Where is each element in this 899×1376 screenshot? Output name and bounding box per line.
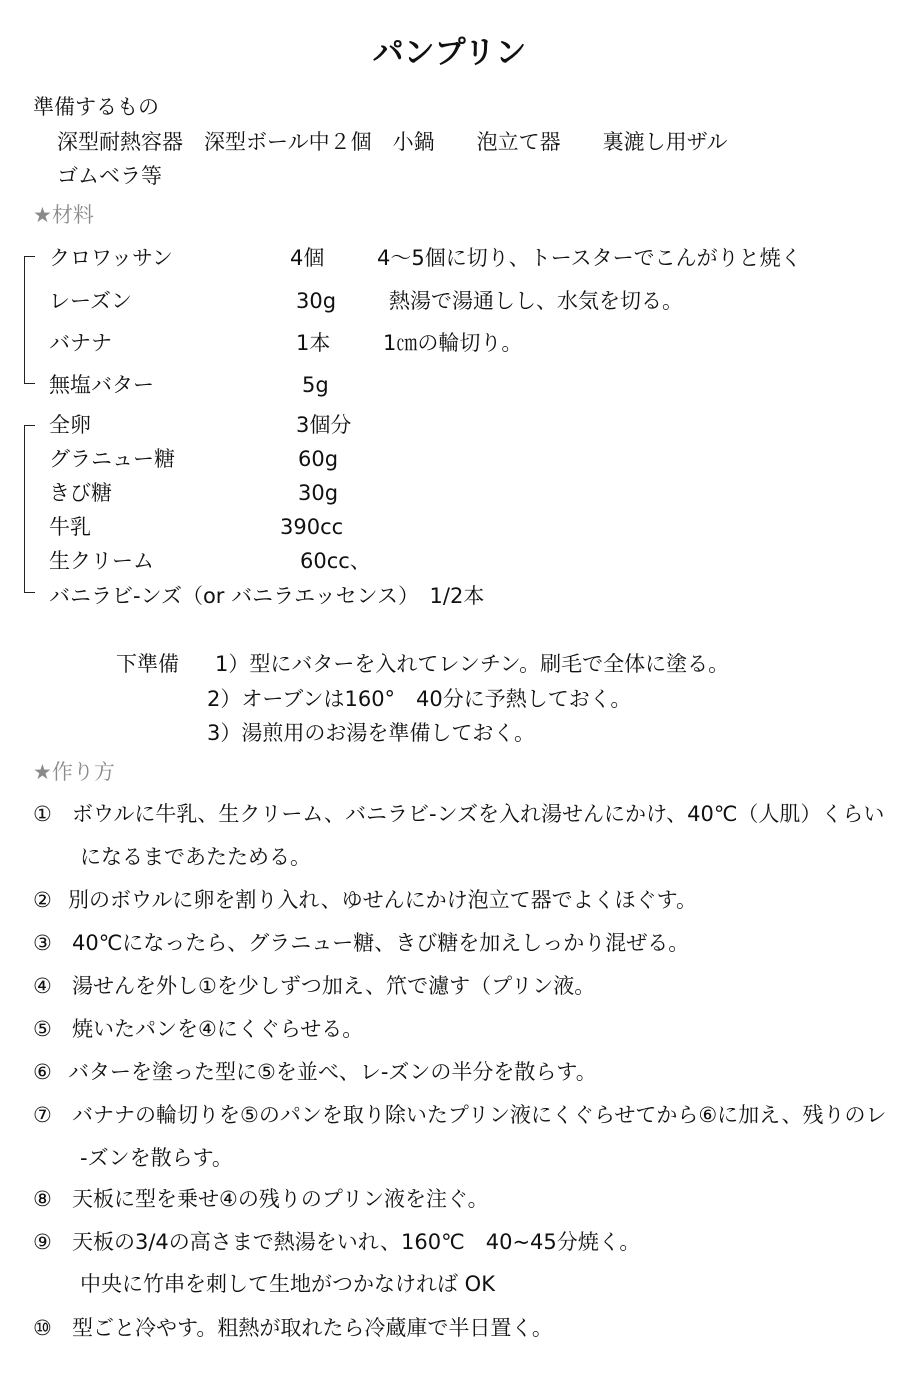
step-text: ボウルに牛乳、生クリーム、バニラビ-ンズを入れ湯せんにかけ、40℃（人肌）くらい [72, 802, 885, 826]
ingredient-vanilla: バニラビ-ンズ（or バニラエッセンス） 1/2本 [49, 584, 485, 608]
step-text: 湯せんを外し①を少しずつ加え、笊で濾す（プリン液。 [72, 974, 596, 998]
step-text: 天板の3/4の高さまで熱湯をいれ、160℃ 40~45分焼く。 [72, 1230, 641, 1254]
step-number: ③ [33, 931, 52, 955]
ingredient-qty: 60g [298, 447, 339, 471]
step-text: 型ごと冷やす。粗熱が取れたら冷蔵庫で半日置く。 [72, 1316, 553, 1340]
step-text: になるまであたためる。 [80, 845, 311, 869]
step-text: バターを塗った型に⑤を並べ、レ-ズンの半分を散らす。 [68, 1060, 597, 1084]
ingredient-name: 無塩バター [49, 373, 154, 397]
prep-step: 1）型にバターを入れてレンチン。刷毛で全体に塗る。 [215, 652, 730, 676]
prep-step: 2）オーブンは160° 40分に予熱しておく。 [207, 687, 632, 711]
step-text: 焼いたパンを④にくぐらせる。 [72, 1017, 364, 1041]
ingredient-qty: 30g [298, 481, 339, 505]
method-heading: ★作り方 [33, 760, 115, 784]
prep-step: 3）湯煎用のお湯を準備しておく。 [207, 721, 535, 745]
ingredient-name: きび糖 [49, 481, 112, 505]
ingredient-qty: 30g [296, 289, 337, 313]
step-text: 40℃になったら、グラニュー糖、きび糖を加えしっかり混ぜる。 [72, 931, 690, 955]
step-number: ⑥ [33, 1060, 52, 1084]
ingredient-qty: 1本 [296, 331, 331, 355]
ingredient-name: グラニュー糖 [49, 447, 175, 471]
equipment-heading: 準備するもの [33, 95, 159, 119]
ingredient-qty: 60cc、 [300, 549, 371, 573]
ingredient-note: 4～5個に切り、トースターでこんがりと焼く [377, 246, 802, 270]
ingredient-qty: 4個 [290, 246, 325, 270]
prep-label: 下準備 [116, 652, 179, 676]
ingredient-group-2-bracket [24, 425, 35, 593]
equipment-line-2: ゴムベラ等 [57, 164, 162, 188]
step-number: ④ [33, 974, 52, 998]
step-number: ⑨ [33, 1230, 52, 1254]
ingredient-name: 生クリーム [49, 549, 154, 573]
step-text: -ズンを散らす。 [80, 1146, 233, 1170]
recipe-title: パンプリン [372, 35, 527, 71]
ingredient-name: クロワッサン [49, 246, 173, 270]
ingredients-heading: ★材料 [33, 203, 94, 227]
step-number: ⑩ [33, 1316, 52, 1340]
ingredient-qty: 5g [302, 373, 329, 397]
ingredient-qty: 3個分 [296, 413, 352, 437]
step-number: ① [33, 802, 52, 826]
ingredient-name: レーズン [49, 289, 132, 313]
ingredient-name: 牛乳 [49, 515, 91, 539]
step-text: 中央に竹串を刺して生地がつかなければ OK [80, 1272, 495, 1296]
equipment-line-1: 深型耐熱容器 深型ボール中２個 小鍋 泡立て器 裏漉し用ザル [57, 130, 728, 154]
step-text: 天板に型を乗せ④の残りのプリン液を注ぐ。 [72, 1187, 489, 1211]
ingredient-qty: 390cc [280, 515, 344, 539]
step-text: バナナの輪切りを⑤のパンを取り除いたプリン液にくぐらせてから⑥に加え、残りのレ [72, 1103, 887, 1127]
step-number: ⑧ [33, 1187, 52, 1211]
ingredient-note: 1㎝の輪切り。 [383, 331, 523, 355]
step-number: ⑦ [33, 1103, 52, 1127]
step-number: ⑤ [33, 1017, 52, 1041]
ingredient-name: 全卵 [49, 413, 91, 437]
step-number: ② [33, 888, 52, 912]
ingredient-name: バナナ [49, 331, 112, 355]
step-text: 別のボウルに卵を割り入れ、ゆせんにかけ泡立て器でよくほぐす。 [68, 888, 697, 912]
ingredient-note: 熱湯で湯通しし、水気を切る。 [389, 289, 683, 313]
ingredient-group-1-bracket [24, 256, 35, 384]
